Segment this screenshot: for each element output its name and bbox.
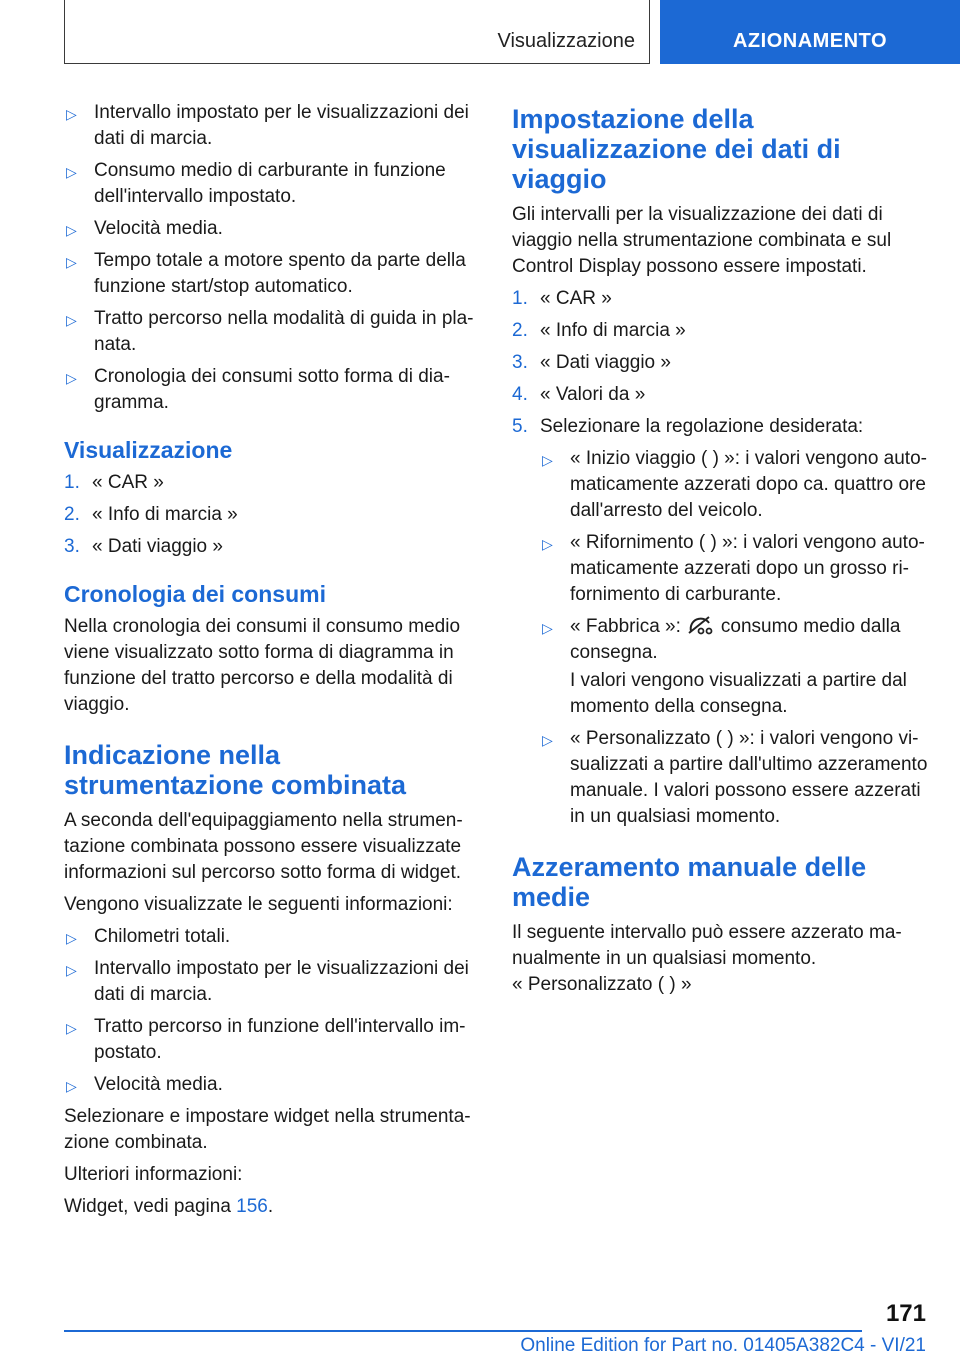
step-item: 4. « Valori da » (512, 384, 646, 405)
settings-intro: Gli intervalli per la visualizzazione dei dati di viaggio nella strumentazione combinata e sul Control Display possono essere impostati. (512, 204, 892, 277)
cluster-lead: Vengono visualizzate le seguenti informazioni: (64, 894, 453, 915)
chapter-tab (660, 0, 960, 64)
triangle-bullet-icon: ▷ (542, 452, 553, 468)
list-item: ▷ Tempo totale a motore spento da parte della funzione start/stop automatico. (66, 250, 466, 297)
triangle-bullet-icon: ▷ (542, 620, 553, 636)
triangle-bullet-icon: ▷ (66, 930, 77, 946)
list-item: ▷ Velocità media. (64, 1072, 476, 1098)
intro-bullet-list (64, 100, 476, 416)
settings-heading: Impostazione della visualizzazione dei dati di viaggio (512, 104, 841, 194)
triangle-bullet-icon: ▷ (66, 370, 77, 386)
right-column (512, 100, 928, 1004)
footer-divider (64, 1330, 862, 1332)
step-item: 3. « Dati viaggio » (64, 536, 223, 557)
triangle-bullet-icon: ▷ (542, 732, 553, 748)
left-column (64, 100, 476, 1226)
triangle-bullet-icon: ▷ (66, 962, 77, 978)
more-info-label: Ulteriori informazioni: (64, 1164, 243, 1185)
triangle-bullet-icon: ▷ (66, 1078, 77, 1094)
triangle-bullet-icon: ▷ (66, 312, 77, 328)
triangle-bullet-icon: ▷ (66, 222, 77, 238)
option-factory: ▷ « Fabbrica »: consumo medio dalla consegna. I valori vengono visualizzati a partire dal momento della consegna. (540, 614, 928, 720)
chapter-title: AZIONAMENTO (732, 30, 887, 52)
page-number: 171 (885, 1300, 926, 1327)
step-item: 5. Selezionare la regolazione desiderata: ▷ « Inizio viaggio ( ) »: i valori vengono automaticamente azzerati dopo ca. quattro ore dall'arresto del veicolo. ▷ « Rifornimento ( ) »: i valori vengono automaticamente azzerati dopo un grosso rifornimento di carburante. ▷ « Fabbrica »: consumo medio dalla consegna. I valori vengono visualizzati a partire dal momento della consegna. ▷ « Personalizzato ( ) »: i valori vengono visualizzati a partire dall'ultimo azzeramento manuale. I valori possono essere azzerati in un qualsiasi momento. (512, 414, 928, 830)
cluster-heading: Indicazione nella strumentazione combinata (64, 740, 407, 800)
option-custom: ▷ « Personalizzato ( ) »: i valori vengono visualizzati a partire dall'ultimo azzeramento manuale. I valori possono essere azzerati in un qualsiasi momento. (542, 728, 928, 827)
widget-reference: Widget, vedi pagina 156. (64, 1196, 274, 1217)
step-item: 1. « CAR » (512, 288, 612, 309)
triangle-bullet-icon: ▷ (542, 536, 553, 552)
option-refuel: ▷ « Rifornimento ( ) »: i valori vengono automaticamente azzerati dopo un grosso rifornimento di carburante. (542, 532, 925, 605)
triangle-bullet-icon: ▷ (66, 164, 77, 180)
history-text: Nella cronologia dei consumi il consumo medio viene visualizzato sotto forma di diagramma in funzione del tratto percorso e della modalità di viaggio. (64, 616, 461, 715)
display-steps (64, 470, 476, 560)
cluster-bullet-list (64, 924, 476, 1098)
step-item: 1. « CAR » (64, 472, 164, 493)
settings-steps (512, 286, 928, 830)
history-heading: Cronologia dei consumi (64, 581, 326, 607)
list-item: ▷ Intervallo impostato per le visualizzazioni dei dati di marcia. (66, 958, 469, 1005)
reset-option: « Personalizzato ( ) » (512, 974, 692, 995)
step-item: 3. « Dati viaggio » (512, 352, 671, 373)
section-title: Visualizzazione (497, 30, 635, 52)
triangle-bullet-icon: ▷ (66, 254, 77, 270)
reset-heading: Azzeramento manuale delle medie (512, 852, 867, 912)
factory-note: I valori vengono visualizzati a partire dal momento della consegna. (570, 670, 907, 717)
list-item: ▷ Intervallo impostato per le visualizzazioni dei dati di marcia. (66, 102, 469, 149)
page-header (64, 0, 960, 64)
option-bullet-list (540, 446, 928, 830)
triangle-bullet-icon: ▷ (66, 1020, 77, 1036)
cluster-select-text: Selezionare e impostare widget nella strumentazione combinata. (64, 1106, 471, 1153)
section-tab (64, 0, 650, 64)
option-start: ▷ « Inizio viaggio ( ) »: i valori vengono automaticamente azzerati dopo ca. quattro ore dall'arresto del veicolo. (542, 448, 927, 521)
list-item: ▷ Chilometri totali. (64, 924, 476, 950)
list-item: ▷ Tratto percorso nella modalità di guida in planata. (66, 308, 474, 355)
consumption-gauge-icon (687, 615, 715, 635)
triangle-bullet-icon: ▷ (66, 106, 77, 122)
step-item: 2. « Info di marcia » (512, 320, 686, 341)
list-item: ▷ Cronologia dei consumi sotto forma di diagramma. (66, 366, 450, 413)
reset-text: Il seguente intervallo può essere azzerato manualmente in un qualsiasi momento. (512, 922, 902, 969)
list-item: ▷ Velocità media. (64, 216, 476, 242)
step-item: 2. « Info di marcia » (64, 504, 238, 525)
list-item: ▷ Tratto percorso in funzione dell'intervallo impostato. (66, 1016, 466, 1063)
list-item: ▷ Consumo medio di carburante in funzione dell'intervallo impostato. (66, 160, 446, 207)
display-heading: Visualizzazione (64, 437, 233, 463)
page-link[interactable]: 156 (236, 1196, 268, 1217)
edition-footer: Online Edition for Part no. 01405A382C4 - VI/21 (520, 1335, 926, 1356)
cluster-intro: A seconda dell'equipaggiamento nella strumentazione combinata possono essere visualizzate informazioni sul percorso sotto forma di widget. (64, 810, 463, 883)
